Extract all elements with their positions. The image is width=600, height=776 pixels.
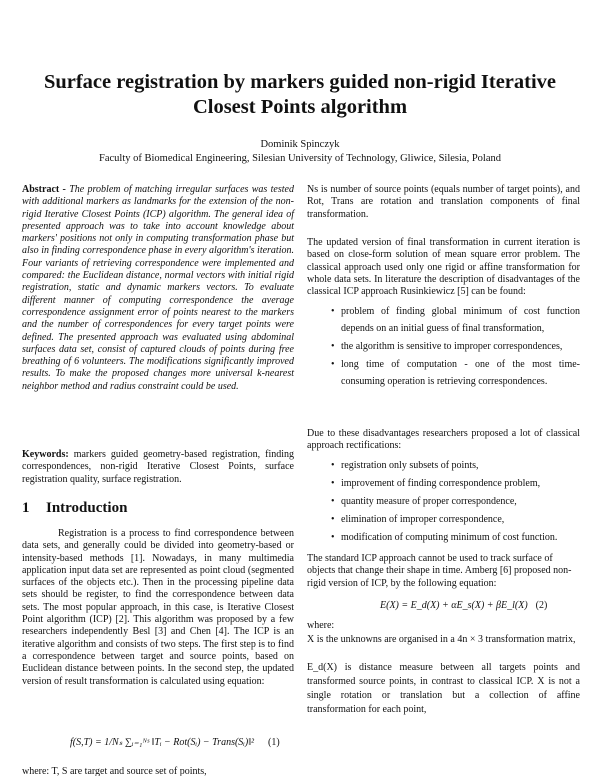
- where-2: where:: [307, 620, 335, 631]
- standard-paragraph: The standard ICP approach cannot be used to track surface of objects that change their shape in time. Amberg [6] proposed non-rigid version of ICP, by the following equation:: [307, 553, 572, 589]
- intro-paragraph: Registration is a process to find correspondence between data sets, and generally could be divided into geometry-based or intensity-based methods [1]. Nowadays, in many multimedia application input data set are represented as point cloud (segmented surfaces of the objects etc.). Then in the processing pipeline data sets should be register, to find the correspondence between data sets. The most popular approach, in this case, is Iterative Closest Point algorithm (ICP) [2]. This algorithm was proposed by a few researchers independently Besl [3] and Chen [4]. The ICP is an iterative algorithm and consists of two steps. The first step is to find a correspondence between target and source points, based on Euclidean distance between points. In the second step, the updated version of result transformation is calculated using equation:: [22, 528, 294, 687]
- section-title: Introduction: [46, 500, 128, 516]
- rectifications-list: [327, 457, 580, 547]
- abstract: [22, 184, 294, 393]
- disadvantages-list: [327, 303, 580, 391]
- equation-1: [70, 737, 280, 748]
- equation-1-body: f(S,T) = 1/Nₛ ∑ᵢ₌₁ᴺˢ ‖Tᵢ − Rot(Sᵢ) − Trans(Sᵢ)‖²: [70, 737, 255, 748]
- list-item: • problem of finding global minimum of cost function depends on an initial guess of final transformation,: [327, 303, 580, 337]
- paper-title: Surface registration by markers guided non-rigid Iterative Closest Points algorithm: [43, 71, 557, 118]
- abstract-text: The problem of matching irregular surfaces was tested with additional markers as landmarks for the extension of the non-rigid Iterative Closest Points (ICP) algorithm. The general idea of presented approach was to take into account knowledge about markers' positions not only in computing transformation phase but also in finding correspondence phase in every algorithm's iteration. Four variants of retrieving correspondence were implemented and compared: the Euclidean distance, normal vectors with initial rigid registration, static and dynamic markers vectors. To evaluate different manner of computing correspondence the average correspondence assignment error of points nearest to the markers and the number of correspondences for every target points were defined. The presented approach was evaluated using abdominal surfaces data set, consist of captured clouds of points during free breathing of 6 volunteers. The modifications significantly improved results. To make the proposed changes more universal k-nearest neighbor method and radius constraint could be used.: [22, 184, 294, 392]
- updated-paragraph: The updated version of final transformation in current iteration is based on close-form solution of mean square error problem. The classical approach used only one rigid or affine transformation for whole data sets. In literature the description of disadvantages of the classical ICP approach Rusinkiewicz [5] can be found:: [307, 237, 580, 298]
- equation-2: [380, 600, 547, 611]
- due-paragraph: Due to these disadvantages researchers proposed a lot of classical approach rectifications:: [307, 428, 580, 452]
- abstract-label: Abstract -: [22, 184, 70, 195]
- keywords: [22, 449, 294, 486]
- list-item: • modification of computing minimum of cost function.: [327, 529, 580, 546]
- ed-paragraph: E_d(X) is distance measure between all targets points and transformed source points, in contrast to classical ICP. X is not a single rotation or translation but a collection of affine transformation for each point,: [307, 662, 580, 715]
- ns-paragraph: Ns is number of source points (equals number of target points), and Rot, Trans are rotation and translation components of final transformation.: [307, 184, 580, 220]
- list-item: • the algorithm is sensitive to improper correspondences,: [327, 338, 580, 355]
- affiliation: Faculty of Biomedical Engineering, Silesian University of Technology, Gliwice, Silesia, Poland: [99, 153, 501, 164]
- equation-2-number: (2): [535, 600, 548, 611]
- list-item: • registration only subsets of points,: [327, 457, 580, 474]
- keywords-text: markers guided geometry-based registration, finding correspondences, non-rigid Iterative Closest Points, surface registration quality, surface registration.: [22, 449, 294, 485]
- list-item: • improvement of finding correspondence problem,: [327, 475, 580, 492]
- list-item: • long time of computation - one of the most time-consuming operation is retrieving correspondences.: [327, 356, 580, 390]
- x-paragraph: X is the unknowns are organised in a 4n × 3 transformation matrix,: [307, 634, 576, 645]
- keywords-label: Keywords:: [22, 449, 69, 460]
- list-item: • elimination of improper correspondence,: [327, 511, 580, 528]
- author: Dominik Spinczyk: [260, 139, 340, 150]
- where-1: where: T, S are target and source set of points,: [22, 766, 207, 776]
- equation-1-number: (1): [268, 737, 280, 748]
- section-heading: [22, 500, 127, 517]
- list-item: • quantity measure of proper correspondence,: [327, 493, 580, 510]
- section-number: 1: [22, 500, 30, 516]
- equation-2-body: E(X) = E_d(X) + αE_s(X) + βE_l(X): [380, 600, 528, 611]
